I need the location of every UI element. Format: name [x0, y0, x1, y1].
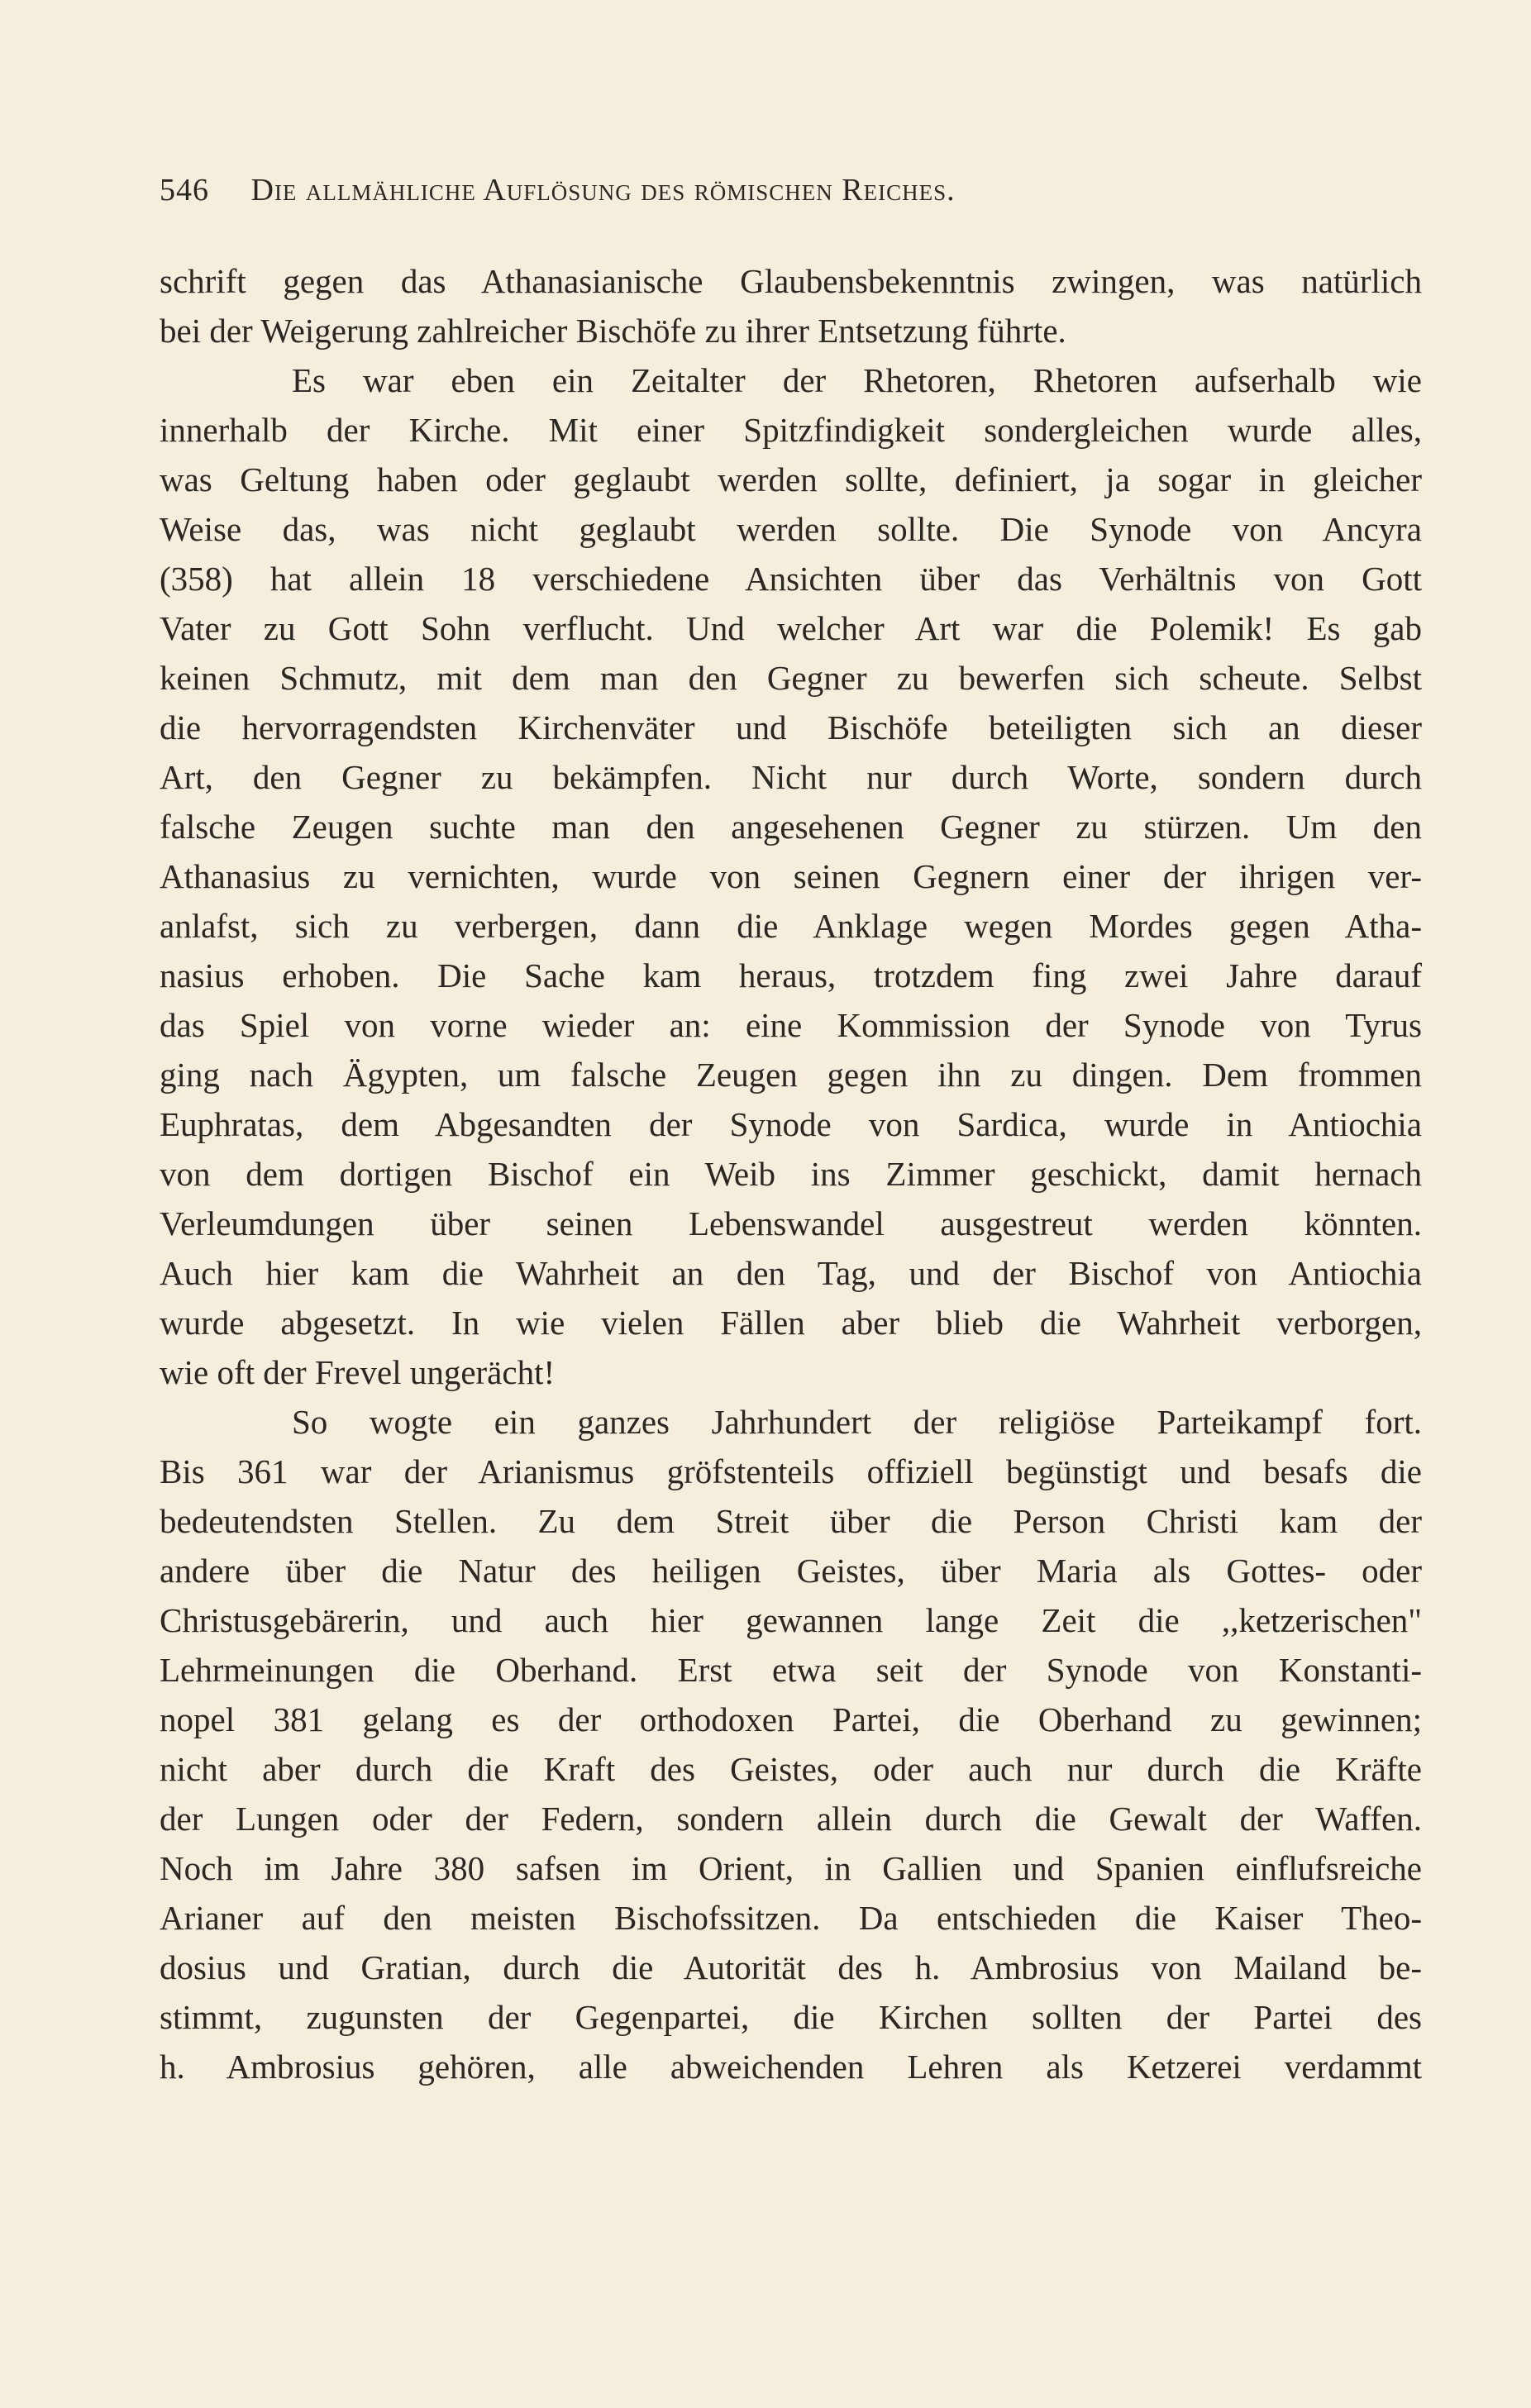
text-line: nicht aber durch die Kraft des Geistes, oder auch nur durch die Kräfte	[160, 1750, 1422, 1788]
text-line: So wogte ein ganzes Jahrhundert der religiöse Parteikampf fort.	[292, 1403, 1422, 1441]
text-line: keinen Schmutz, mit dem man den Gegner zu bewerfen sich scheute. Selbst	[160, 659, 1422, 697]
text-line: stimmt, zugunsten der Gegenpartei, die Kirchen sollten der Partei des	[160, 1998, 1422, 2036]
text-line: Noch im Jahre 380 safsen im Orient, in Gallien und Spanien einflufsreiche	[160, 1849, 1422, 1887]
text-line: Athanasius zu vernichten, wurde von seinen Gegnern einer der ihrigen ver-	[160, 857, 1422, 895]
page-header	[160, 172, 1276, 222]
text-line: Vater zu Gott Sohn verflucht. Und welcher Art war die Polemik! Es gab	[160, 609, 1422, 647]
text-line: (358) hat allein 18 verschiedene Ansichten über das Verhältnis von Gott	[160, 560, 1422, 598]
text-line: Es war eben ein Zeitalter der Rhetoren, Rhetoren aufserhalb wie	[292, 361, 1422, 399]
text-line: bei der Weigerung zahlreicher Bischöfe zu ihrer Entsetzung führte.	[160, 312, 1066, 350]
text-line: Verleumdungen über seinen Lebenswandel ausgestreut werden könnten.	[160, 1204, 1422, 1242]
text-line: Lehrmeinungen die Oberhand. Erst etwa seit der Synode von Konstanti-	[160, 1651, 1422, 1689]
text-line: was Geltung haben oder geglaubt werden sollte, definiert, ja sogar in gleicher	[160, 460, 1422, 498]
text-line: von dem dortigen Bischof ein Weib ins Zimmer geschickt, damit hernach	[160, 1155, 1422, 1193]
text-line: das Spiel von vorne wieder an: eine Kommission der Synode von Tyrus	[160, 1006, 1422, 1044]
text-line: der Lungen oder der Federn, sondern allein durch die Gewalt der Waffen.	[160, 1800, 1422, 1838]
text-line: Weise das, was nicht geglaubt werden sollte. Die Synode von Ancyra	[160, 510, 1422, 548]
text-line: Euphratas, dem Abgesandten der Synode von Sardica, wurde in Antiochia	[160, 1105, 1422, 1143]
text-line: falsche Zeugen suchte man den angesehenen Gegner zu stürzen. Um den	[160, 808, 1422, 846]
text-line: andere über die Natur des heiligen Geistes, über Maria als Gottes- oder	[160, 1552, 1422, 1590]
text-line: Art, den Gegner zu bekämpfen. Nicht nur durch Worte, sondern durch	[160, 758, 1422, 796]
text-line: anlafst, sich zu verbergen, dann die Anklage wegen Mordes gegen Atha-	[160, 907, 1422, 945]
text-line: ging nach Ägypten, um falsche Zeugen gegen ihn zu dingen. Dem frommen	[160, 1056, 1422, 1094]
page-number: 546	[160, 173, 209, 207]
text-line: bedeutendsten Stellen. Zu dem Streit über die Person Christi kam der	[160, 1502, 1422, 1540]
running-title: Die allmähliche Auflösung des römischen Reiches.	[250, 173, 956, 207]
text-line: nasius erhoben. Die Sache kam heraus, trotzdem fing zwei Jahre darauf	[160, 956, 1422, 994]
text-line: wurde abgesetzt. In wie vielen Fällen aber blieb die Wahrheit verborgen,	[160, 1304, 1422, 1342]
text-line: nopel 381 gelang es der orthodoxen Partei, die Oberhand zu gewinnen;	[160, 1700, 1422, 1738]
text-line: h. Ambrosius gehören, alle abweichenden Lehren als Ketzerei verdammt	[160, 2048, 1422, 2086]
text-line: Arianer auf den meisten Bischofssitzen. Da entschieden die Kaiser Theo-	[160, 1899, 1422, 1937]
text-line: schrift gegen das Athanasianische Glaubensbekenntnis zwingen, was natürlich	[160, 262, 1422, 300]
text-line: Christusgebärerin, und auch hier gewannen lange Zeit die ,,ketzerischen"	[160, 1601, 1422, 1639]
text-line: wie oft der Frevel ungerächt!	[160, 1353, 556, 1391]
text-line: dosius und Gratian, durch die Autorität des h. Ambrosius von Mailand be-	[160, 1948, 1422, 1986]
text-line: Bis 361 war der Arianismus gröfstenteils offiziell begünstigt und besafs die	[160, 1452, 1422, 1490]
text-line: die hervorragendsten Kirchenväter und Bischöfe beteiligten sich an dieser	[160, 708, 1422, 746]
text-line: Auch hier kam die Wahrheit an den Tag, und der Bischof von Antiochia	[160, 1254, 1422, 1292]
text-line: innerhalb der Kirche. Mit einer Spitzfindigkeit sondergleichen wurde alles,	[160, 411, 1422, 449]
